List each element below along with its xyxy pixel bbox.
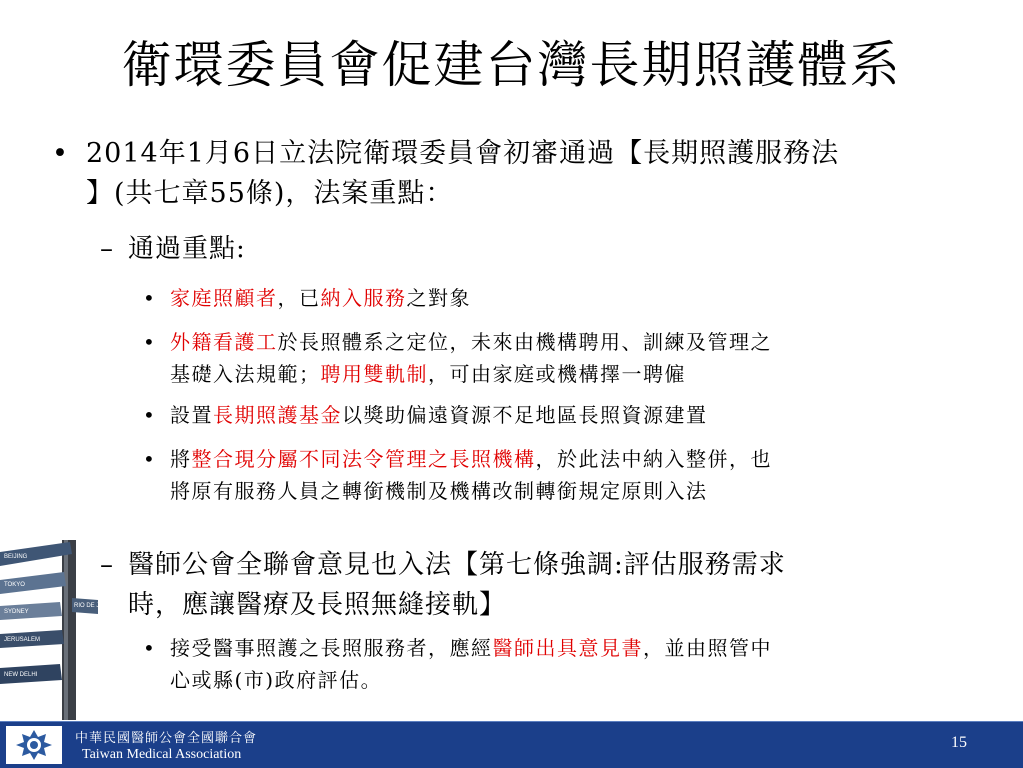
bullet-dot-icon: • <box>143 286 157 310</box>
body-text: 以獎助偏遠資源不足地區長照資源建置 <box>342 403 708 427</box>
body-text: ，可由家庭或機構擇一聘僱 <box>428 362 686 386</box>
sign-label: SYDNEY <box>4 609 29 615</box>
bullet-dot-icon: • <box>143 330 157 354</box>
emphasis-text: 納入服務 <box>320 286 407 310</box>
bullet-l2-label: 通過重點: <box>128 234 246 264</box>
bullet-dot-icon: • <box>143 447 157 471</box>
bullet-dot-icon: • <box>143 636 157 660</box>
signpost-illustration <box>0 540 123 720</box>
sign-label: NEW DELHI <box>4 672 38 678</box>
footer-bar <box>0 721 1023 768</box>
footer-org-chinese: 中華民國醫師公會全國聯合會 <box>75 731 258 746</box>
body-text: 心或縣(市)政府評估。 <box>170 668 383 692</box>
body-text: 將原有服務人員之轉銜機制及機構改制轉銜規定原則入法 <box>170 479 708 503</box>
body-text: ，已 <box>277 286 321 310</box>
body-text: 將 <box>170 447 192 471</box>
bullet-dot-icon: • <box>52 138 69 169</box>
bullet-dot-icon: • <box>143 403 157 427</box>
emphasis-text: 長期照護基金 <box>213 403 342 427</box>
bullet-l2-line2: 時，應讓醫療及長照無縫接軌】 <box>128 590 507 620</box>
dash-icon: – <box>100 550 114 580</box>
emphasis-text: 醫師出具意見書 <box>492 636 643 660</box>
body-text: 於長照體系之定位，未來由機構聘用、訓練及管理之 <box>277 330 772 354</box>
body-text: ，於此法中納入整併，也 <box>535 447 772 471</box>
sign-label: RIO DE JANEIRO <box>74 603 123 609</box>
page-number: 15 <box>951 734 967 751</box>
sign-label: BEIJING <box>4 554 28 560</box>
footer-org-english: Taiwan Medical Association <box>82 747 242 762</box>
body-text: 接受醫事照護之長照服務者，應經 <box>170 636 493 660</box>
tma-logo-icon <box>14 728 54 762</box>
bullet-l1-line1: 2014年1月6日立法院衛環委員會初審通過【長期照護服務法 <box>86 138 840 169</box>
bullet-l2-line1: 醫師公會全聯會意見也入法【第七條強調:評估服務需求 <box>128 550 786 580</box>
emphasis-text: 家庭照顧者 <box>170 286 278 310</box>
dash-icon: – <box>100 234 114 264</box>
body-text: 基礎入法規範； <box>170 362 321 386</box>
sign-label: TOKYO <box>4 582 25 588</box>
emphasis-text: 外籍看護工 <box>170 330 278 354</box>
body-text: 之對象 <box>406 286 471 310</box>
bullet-l1-line2: 】(共七章55條)，法案重點： <box>86 178 454 209</box>
tma-logo <box>6 726 62 764</box>
sign-label: JERUSALEM <box>4 637 41 643</box>
emphasis-text: 聘用雙軌制 <box>320 362 428 386</box>
emphasis-text: 整合現分屬不同法令管理之長照機構 <box>191 447 536 471</box>
body-text: ，並由照管中 <box>643 636 772 660</box>
body-text: 設置 <box>170 403 213 427</box>
slide-title: 衛環委員會促建台灣長期照護體系 <box>121 36 902 94</box>
